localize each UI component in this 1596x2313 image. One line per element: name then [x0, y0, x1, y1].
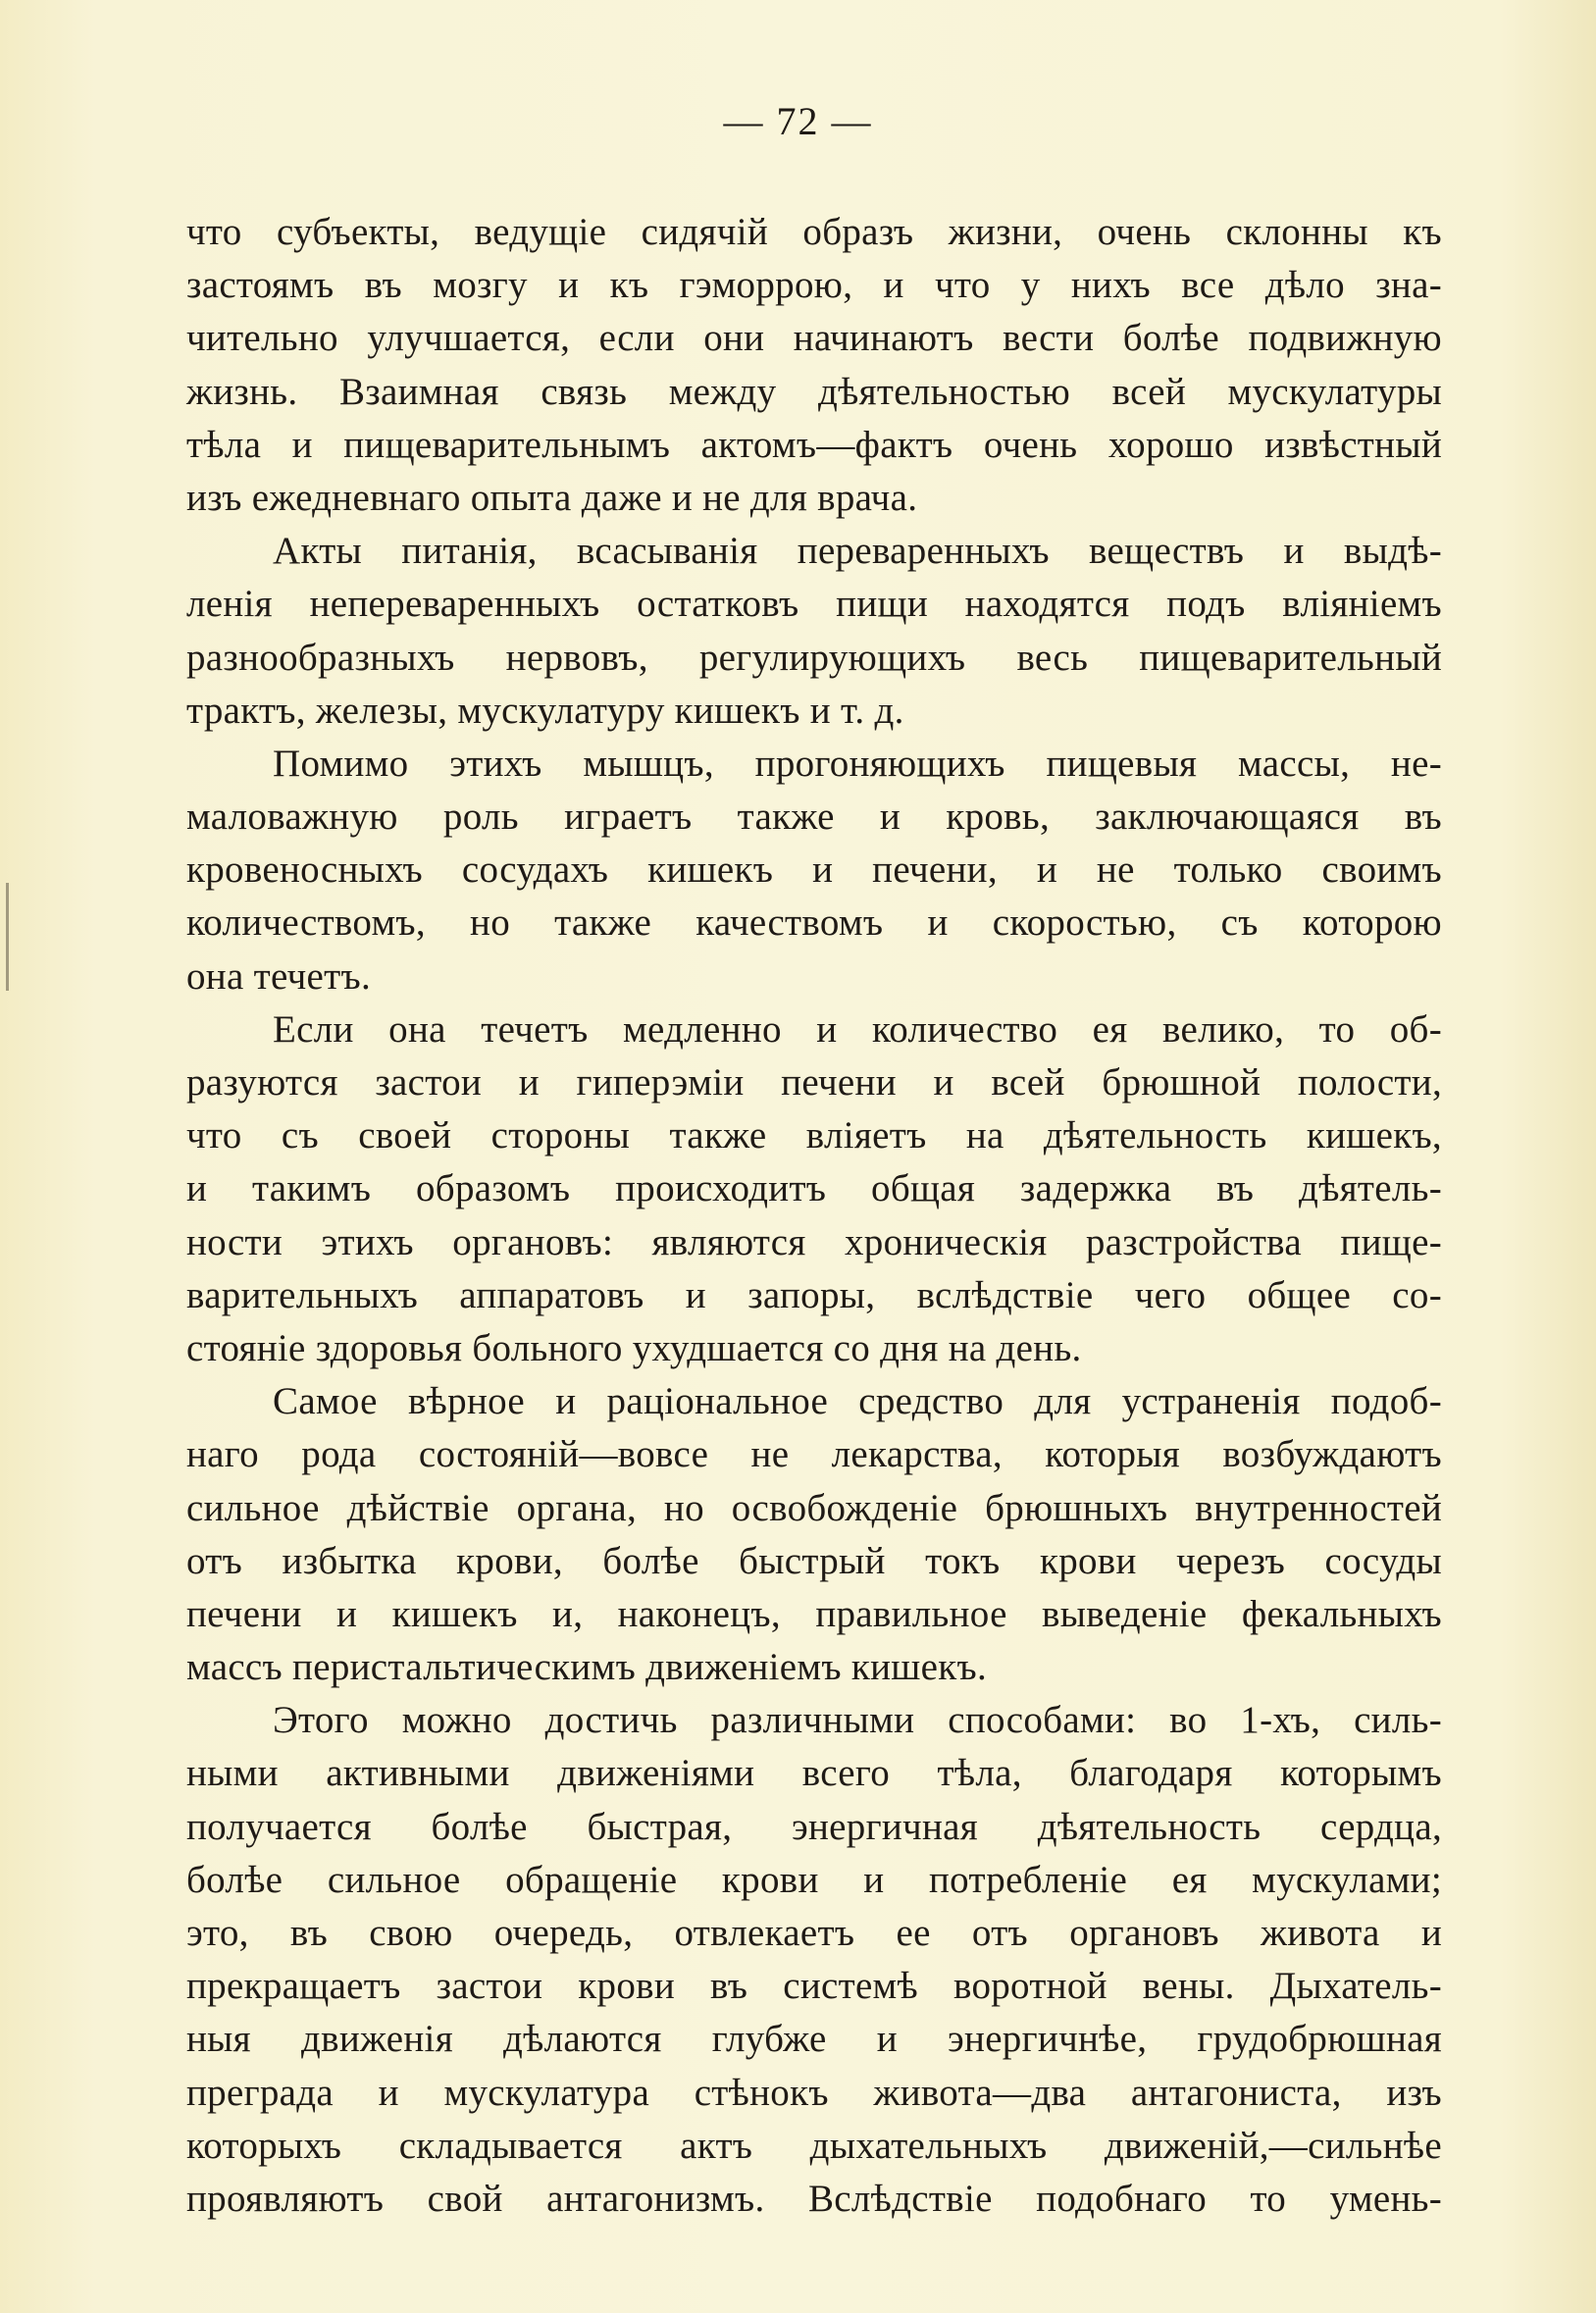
- paragraph-first-line: Этого можно достичь различными способами: во 1-хъ, силь-: [273, 1699, 1442, 1742]
- text-line: получается болѣе быстрая, энергичная дѣятельность сердца,: [186, 1805, 1442, 1848]
- text-line: ныя движенія дѣлаются глубже и энергичнѣе, грудобрюшная: [186, 2018, 1442, 2061]
- text-line: что субъекты, ведущіе сидячій образъ жизни, очень склонны къ: [186, 211, 1442, 253]
- text-line: прекращаетъ застои крови въ системѣ воротной вены. Дыхатель-: [186, 1965, 1442, 2008]
- text-line: ности этихъ органовъ: являются хроническія разстройства пище-: [186, 1220, 1442, 1263]
- text-line: чительно улучшается, если они начинаютъ вести болѣе подвижную: [186, 317, 1442, 360]
- text-line: и такимъ образомъ происходитъ общая задержка въ дѣятель-: [186, 1167, 1442, 1210]
- text-line: кровеносныхъ сосудахъ кишекъ и печени, и не только своимъ: [186, 848, 1442, 892]
- text-line: стояніе здоровья больного ухудшается со дня на день.: [186, 1326, 1082, 1369]
- text-line: которыхъ складывается актъ дыхательныхъ движеній,—сильнѣе: [186, 2124, 1442, 2167]
- text-line: застоямъ въ мозгу и къ гэморрою, и что у нихъ все дѣло зна-: [186, 264, 1442, 307]
- text-line: количествомъ, но также качествомъ и скоростью, съ которою: [186, 901, 1442, 945]
- text-line: болѣе сильное обращеніе крови и потребленіе ея мускулами;: [186, 1858, 1442, 1901]
- text-line: что съ своей стороны также вліяетъ на дѣятельность кишекъ,: [186, 1114, 1442, 1157]
- text-line: массъ перистальтическимъ движеніемъ кишекъ.: [186, 1646, 987, 1689]
- text-line: печени и кишекъ и, наконецъ, правильное выведеніе фекальныхъ: [186, 1592, 1442, 1635]
- paragraph-first-line: Если она течетъ медленно и количество ея велико, то об-: [273, 1007, 1442, 1051]
- text-line: трактъ, железы, мускулатуру кишекъ и т. д.: [186, 689, 904, 732]
- text-line: наго рода состояній—вовсе не лекарства, которыя возбуждаютъ: [186, 1433, 1442, 1476]
- text-line: сильное дѣйствіе органа, но освобожденіе брюшныхъ внутренностей: [186, 1486, 1442, 1529]
- text-line: варительныхъ аппаратовъ и запоры, вслѣдствіе чего общее со-: [186, 1273, 1442, 1316]
- page-number: — 72 —: [723, 99, 873, 143]
- body-text: [186, 206, 1442, 2226]
- paragraph-first-line: Акты питанія, всасыванія переваренныхъ веществъ и выдѣ-: [273, 530, 1442, 573]
- text-line: разнообразныхъ нервовъ, регулирующихъ весь пищеварительный: [186, 636, 1442, 679]
- text-line: разуются застои и гиперэміи печени и всей брюшной полости,: [186, 1061, 1442, 1104]
- text-line: отъ избытка крови, болѣе быстрый токъ крови черезъ сосуды: [186, 1539, 1442, 1582]
- text-line: ленія непереваренныхъ остатковъ пищи находятся подъ вліяніемъ: [186, 583, 1442, 626]
- text-line: преграда и мускулатура стѣнокъ живота—два антагониста, изъ: [186, 2071, 1442, 2114]
- text-line: маловажную роль играетъ также и кровь, заключающаяся въ: [186, 796, 1442, 839]
- paragraph-first-line: Помимо этихъ мышцъ, прогоняющихъ пищевыя массы, не-: [273, 742, 1442, 785]
- paragraph-first-line: Самое вѣрное и раціональное средство для устраненія подоб-: [273, 1380, 1442, 1423]
- margin-mark: [6, 883, 9, 991]
- text-line: она течетъ.: [186, 954, 371, 998]
- text-line: изъ ежедневнаго опыта даже и не для врача.: [186, 476, 918, 519]
- text-line: это, въ свою очередь, отвлекаетъ ее отъ органовъ живота и: [186, 1912, 1442, 1954]
- text-line: ными активными движеніями всего тѣла, благодаря которымъ: [186, 1752, 1442, 1795]
- text-line: жизнь. Взаимная связь между дѣятельностью всей мускулатуры: [186, 370, 1442, 413]
- text-line: проявляютъ свой антагонизмъ. Вслѣдствіе подобнаго то умень-: [186, 2177, 1442, 2220]
- text-line: тѣла и пищеварительнымъ актомъ—фактъ очень хорошо извѣстный: [186, 423, 1442, 466]
